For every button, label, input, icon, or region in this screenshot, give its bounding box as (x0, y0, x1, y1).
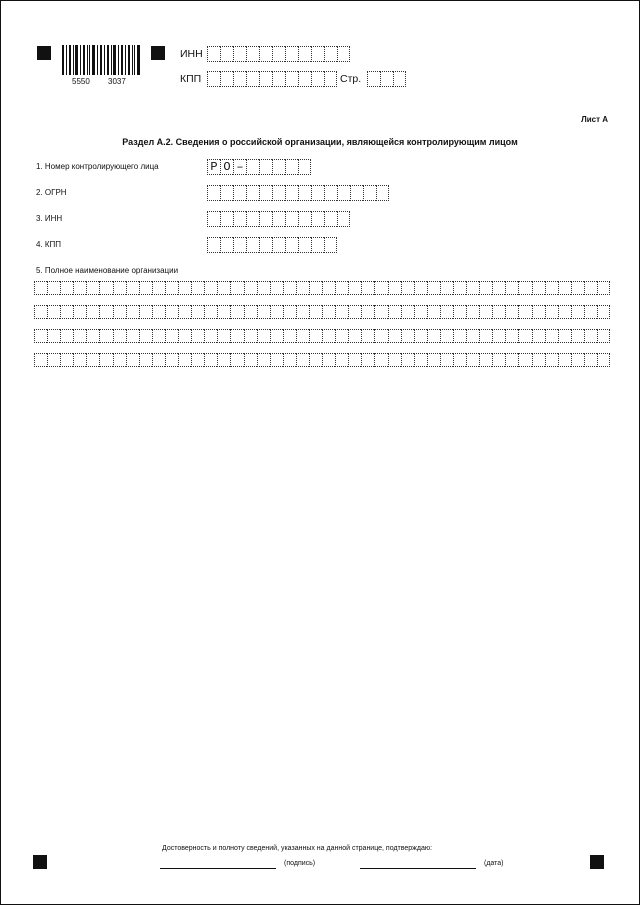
field-1-prefix-char: О (220, 159, 233, 175)
name-grid-row[interactable] (34, 353, 610, 367)
date-label: (дата) (484, 860, 504, 867)
confirm-text: Достоверность и полноту сведений, указанных на данной странице, подтверждаю: (162, 845, 433, 852)
sheet-label: Лист А (581, 115, 608, 124)
field-3-label: 3. ИНН (36, 214, 63, 223)
field-3-cells[interactable] (207, 211, 350, 227)
field-5-label: 5. Полное наименование организации (36, 266, 179, 275)
barcode-number-left: 5550 (72, 77, 90, 86)
field-1-prefix-char: – (233, 159, 246, 175)
barcode-number-right: 3037 (108, 77, 126, 86)
header-kpp-cells[interactable] (207, 71, 337, 87)
corner-marker-top-right (151, 46, 165, 60)
field-1-prefix-char: Р (207, 159, 220, 175)
field-4-cells[interactable] (207, 237, 337, 253)
barcode (62, 45, 140, 75)
header-inn-cells[interactable] (207, 46, 350, 62)
section-title: Раздел А.2. Сведения о российской организации, являющейся контролирующим лицом (122, 137, 518, 147)
field-1-cells[interactable] (207, 159, 311, 175)
header-inn-label: ИНН (180, 48, 203, 60)
date-line[interactable] (360, 868, 476, 869)
header-page-cells[interactable] (367, 71, 406, 87)
field-4-label: 4. КПП (36, 240, 62, 249)
header-page-label: Стр. (340, 73, 362, 85)
corner-marker-top-left (37, 46, 51, 60)
corner-marker-bottom-left (33, 855, 47, 869)
signature-label: (подпись) (284, 860, 316, 867)
signature-line[interactable] (160, 868, 276, 869)
field-2-cells[interactable] (207, 185, 389, 201)
field-1-label: 1. Номер контролирующего лица (36, 162, 159, 171)
field-2-label: 2. ОГРН (36, 188, 67, 197)
name-grid-row[interactable] (34, 305, 610, 319)
name-grid-row[interactable] (34, 281, 610, 295)
corner-marker-bottom-right (590, 855, 604, 869)
header-kpp-label: КПП (180, 73, 202, 85)
name-grid-row[interactable] (34, 329, 610, 343)
